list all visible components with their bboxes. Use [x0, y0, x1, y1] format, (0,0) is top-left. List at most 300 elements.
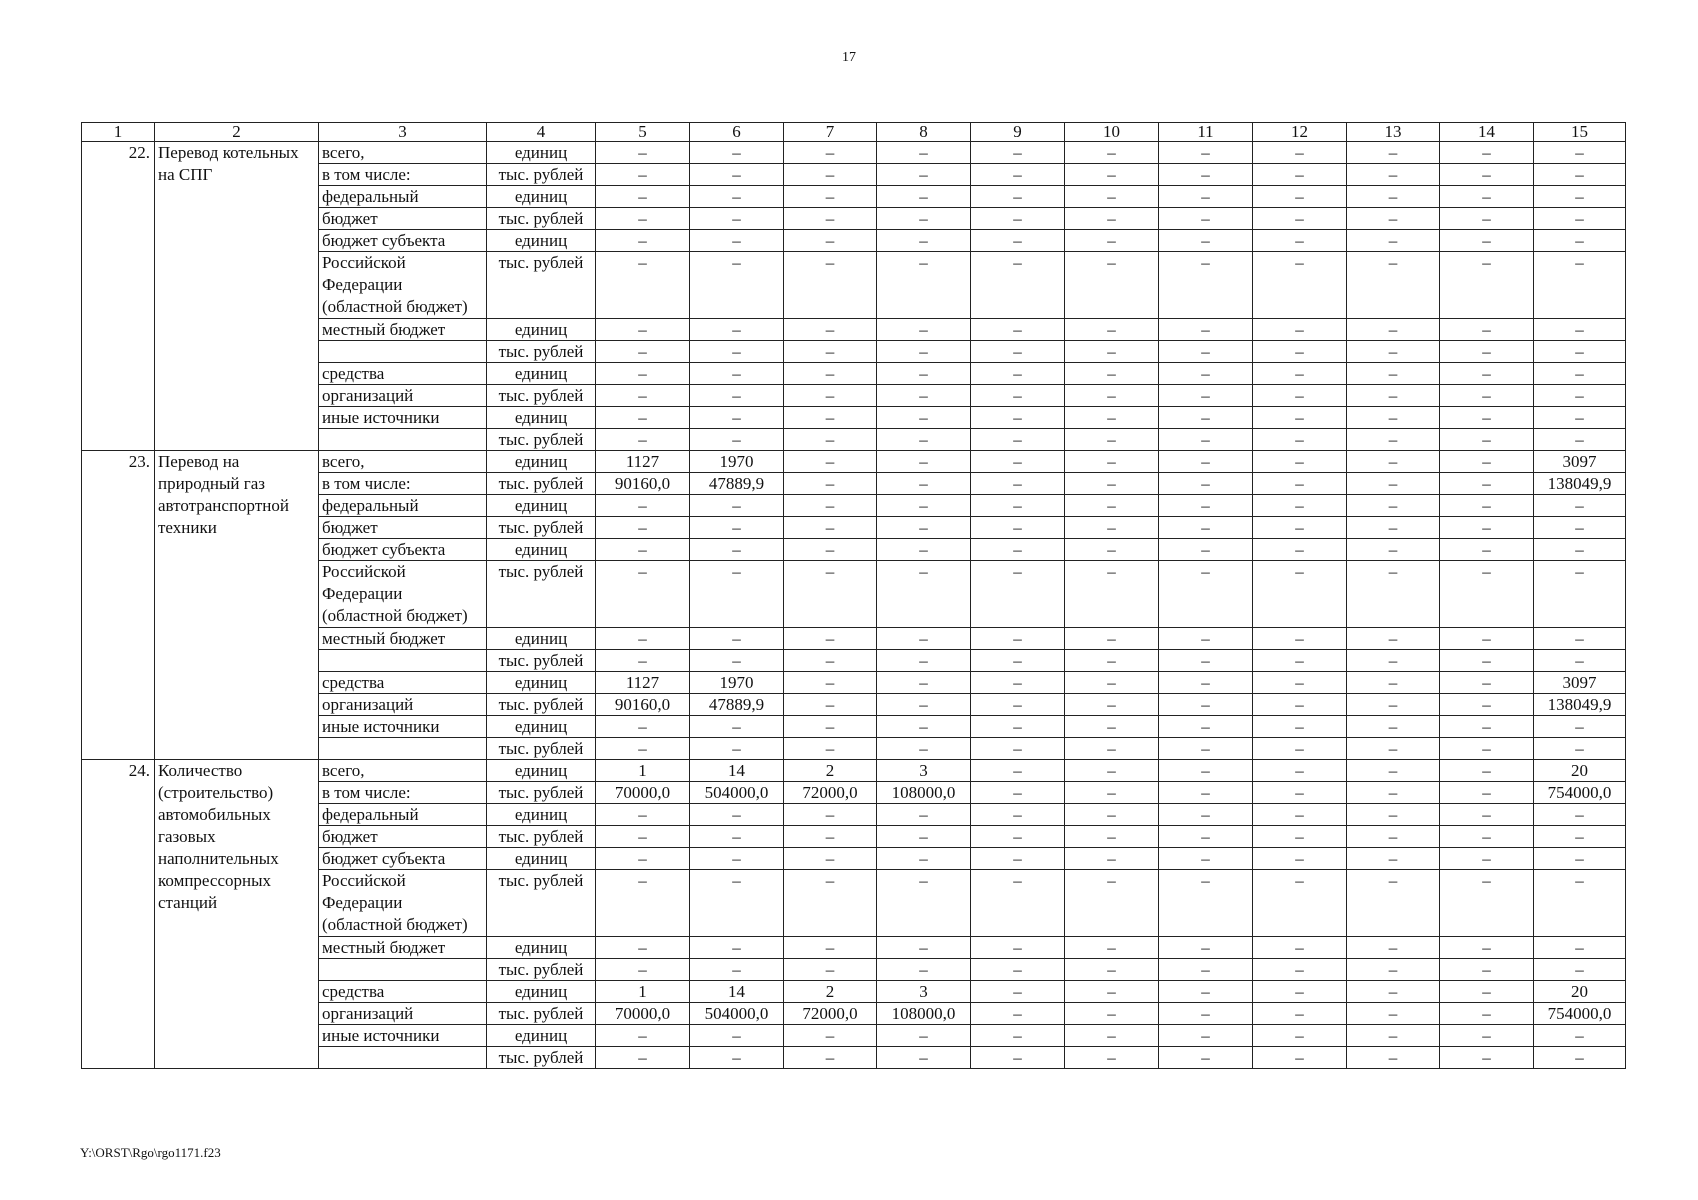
value-cell: –: [1253, 804, 1347, 826]
section-number: 22.: [82, 142, 155, 451]
value-cell: –: [1534, 937, 1626, 959]
value-cell: –: [877, 363, 971, 385]
value-cell: –: [784, 407, 877, 429]
value-cell: –: [971, 848, 1065, 870]
value-cell: –: [1347, 826, 1440, 848]
value-cell: –: [1253, 870, 1347, 937]
value-cell: –: [1440, 451, 1534, 473]
value-cell: –: [1065, 981, 1159, 1003]
value-cell: –: [971, 407, 1065, 429]
value-cell: –: [971, 804, 1065, 826]
value-cell: –: [784, 804, 877, 826]
funding-source: Российской Федерации (областной бюджет): [319, 252, 487, 319]
value-cell: –: [690, 870, 784, 937]
value-cell: –: [1534, 1047, 1626, 1069]
value-cell: –: [596, 208, 690, 230]
funding-source: бюджет: [319, 517, 487, 539]
value-cell: –: [971, 738, 1065, 760]
value-cell: –: [1253, 959, 1347, 981]
value-cell: –: [877, 738, 971, 760]
value-cell: –: [971, 826, 1065, 848]
value-cell: –: [1347, 650, 1440, 672]
value-cell: –: [1065, 738, 1159, 760]
value-cell: –: [1534, 142, 1626, 164]
value-cell: 1127: [596, 451, 690, 473]
value-cell: –: [784, 208, 877, 230]
value-cell: –: [690, 650, 784, 672]
value-cell: –: [1253, 981, 1347, 1003]
value-cell: –: [1347, 937, 1440, 959]
value-cell: –: [1347, 561, 1440, 628]
value-cell: –: [690, 230, 784, 252]
value-cell: –: [1159, 451, 1253, 473]
value-cell: –: [1253, 186, 1347, 208]
header-cell: 6: [690, 123, 784, 142]
value-cell: –: [1440, 539, 1534, 561]
value-cell: –: [877, 208, 971, 230]
program-table: [81, 122, 1626, 1069]
value-cell: –: [971, 385, 1065, 407]
value-cell: –: [690, 959, 784, 981]
value-cell: –: [1065, 186, 1159, 208]
value-cell: –: [1065, 319, 1159, 341]
value-cell: –: [784, 230, 877, 252]
value-cell: –: [1065, 650, 1159, 672]
funding-source: бюджет: [319, 208, 487, 230]
value-cell: –: [1065, 1047, 1159, 1069]
value-cell: –: [1253, 319, 1347, 341]
value-cell: –: [1347, 1003, 1440, 1025]
value-cell: –: [596, 1025, 690, 1047]
value-cell: –: [1534, 870, 1626, 937]
value-cell: –: [1253, 1047, 1347, 1069]
value-cell: –: [784, 429, 877, 451]
value-cell: –: [1065, 760, 1159, 782]
value-cell: –: [596, 561, 690, 628]
value-cell: 70000,0: [596, 782, 690, 804]
value-cell: –: [1159, 142, 1253, 164]
value-cell: –: [690, 363, 784, 385]
funding-source: организаций: [319, 1003, 487, 1025]
value-cell: –: [1253, 407, 1347, 429]
unit-cell: единиц: [487, 848, 596, 870]
value-cell: –: [690, 252, 784, 319]
value-cell: –: [596, 363, 690, 385]
unit-cell: единиц: [487, 142, 596, 164]
value-cell: –: [1159, 363, 1253, 385]
value-cell: –: [1065, 937, 1159, 959]
value-cell: –: [596, 870, 690, 937]
value-cell: –: [971, 208, 1065, 230]
value-cell: 3097: [1534, 672, 1626, 694]
value-cell: –: [690, 826, 784, 848]
value-cell: 504000,0: [690, 782, 784, 804]
value-cell: –: [1159, 848, 1253, 870]
funding-source: бюджет: [319, 826, 487, 848]
header-cell: 14: [1440, 123, 1534, 142]
funding-source: местный бюджет: [319, 319, 487, 341]
value-cell: –: [1534, 407, 1626, 429]
value-cell: 108000,0: [877, 782, 971, 804]
value-cell: –: [1159, 539, 1253, 561]
funding-source: местный бюджет: [319, 628, 487, 650]
value-cell: –: [877, 252, 971, 319]
funding-source: в том числе:: [319, 782, 487, 804]
value-cell: 2: [784, 981, 877, 1003]
value-cell: –: [1159, 981, 1253, 1003]
value-cell: –: [877, 826, 971, 848]
unit-cell: единиц: [487, 539, 596, 561]
value-cell: –: [877, 451, 971, 473]
value-cell: –: [971, 628, 1065, 650]
unit-cell: единиц: [487, 230, 596, 252]
section-title: Перевод котельных на СПГ: [155, 142, 319, 451]
value-cell: –: [1534, 429, 1626, 451]
value-cell: 47889,9: [690, 694, 784, 716]
value-cell: 1970: [690, 672, 784, 694]
header-cell: 7: [784, 123, 877, 142]
value-cell: 504000,0: [690, 1003, 784, 1025]
value-cell: –: [784, 495, 877, 517]
value-cell: –: [1159, 804, 1253, 826]
unit-cell: тыс. рублей: [487, 1003, 596, 1025]
value-cell: –: [596, 937, 690, 959]
value-cell: –: [1440, 716, 1534, 738]
value-cell: –: [1159, 650, 1253, 672]
value-cell: –: [1534, 208, 1626, 230]
value-cell: 1127: [596, 672, 690, 694]
value-cell: –: [1159, 561, 1253, 628]
value-cell: –: [596, 650, 690, 672]
value-cell: –: [1347, 1025, 1440, 1047]
funding-source: [319, 650, 487, 672]
value-cell: –: [1534, 561, 1626, 628]
value-cell: –: [1347, 981, 1440, 1003]
value-cell: –: [1347, 385, 1440, 407]
funding-source: иные источники: [319, 1025, 487, 1047]
value-cell: –: [1065, 782, 1159, 804]
value-cell: –: [877, 1047, 971, 1069]
value-cell: –: [1065, 517, 1159, 539]
value-cell: –: [1347, 407, 1440, 429]
value-cell: –: [1065, 628, 1159, 650]
value-cell: –: [690, 804, 784, 826]
value-cell: –: [971, 760, 1065, 782]
value-cell: –: [1440, 561, 1534, 628]
value-cell: –: [1347, 319, 1440, 341]
value-cell: –: [971, 1003, 1065, 1025]
value-cell: –: [690, 385, 784, 407]
value-cell: –: [1065, 385, 1159, 407]
value-cell: –: [971, 319, 1065, 341]
value-cell: 1: [596, 760, 690, 782]
value-cell: –: [1534, 164, 1626, 186]
value-cell: –: [1347, 760, 1440, 782]
value-cell: –: [1440, 385, 1534, 407]
value-cell: –: [1440, 252, 1534, 319]
value-cell: –: [1065, 561, 1159, 628]
value-cell: –: [1440, 804, 1534, 826]
section-title: Количество (строительство) автомобильных газовых наполнительных компрессорных станций: [155, 760, 319, 1069]
value-cell: –: [1440, 981, 1534, 1003]
value-cell: –: [690, 561, 784, 628]
value-cell: –: [1347, 186, 1440, 208]
funding-source: организаций: [319, 694, 487, 716]
value-cell: –: [877, 650, 971, 672]
value-cell: –: [784, 517, 877, 539]
value-cell: –: [690, 341, 784, 363]
value-cell: –: [1065, 407, 1159, 429]
value-cell: –: [1253, 230, 1347, 252]
value-cell: –: [877, 429, 971, 451]
header-cell: 3: [319, 123, 487, 142]
value-cell: –: [1534, 341, 1626, 363]
value-cell: –: [877, 1025, 971, 1047]
value-cell: –: [971, 186, 1065, 208]
value-cell: –: [1440, 826, 1534, 848]
funding-source: в том числе:: [319, 473, 487, 495]
value-cell: –: [971, 1047, 1065, 1069]
value-cell: 108000,0: [877, 1003, 971, 1025]
value-cell: –: [784, 1025, 877, 1047]
value-cell: –: [1440, 1003, 1534, 1025]
value-cell: –: [971, 473, 1065, 495]
unit-cell: тыс. рублей: [487, 826, 596, 848]
value-cell: –: [971, 429, 1065, 451]
funding-source: федеральный: [319, 804, 487, 826]
value-cell: –: [1347, 164, 1440, 186]
value-cell: –: [784, 937, 877, 959]
header-cell: 13: [1347, 123, 1440, 142]
value-cell: –: [1065, 230, 1159, 252]
value-cell: –: [784, 164, 877, 186]
value-cell: –: [877, 495, 971, 517]
funding-source: [319, 429, 487, 451]
unit-cell: тыс. рублей: [487, 870, 596, 937]
value-cell: –: [596, 804, 690, 826]
value-cell: –: [877, 164, 971, 186]
value-cell: –: [1159, 407, 1253, 429]
value-cell: –: [1347, 539, 1440, 561]
funding-source: в том числе:: [319, 164, 487, 186]
value-cell: –: [877, 319, 971, 341]
value-cell: –: [877, 870, 971, 937]
funding-source: средства: [319, 363, 487, 385]
funding-source: бюджет субъекта: [319, 848, 487, 870]
table-row: [82, 451, 1626, 473]
value-cell: –: [1065, 429, 1159, 451]
value-cell: –: [1440, 848, 1534, 870]
value-cell: –: [971, 959, 1065, 981]
unit-cell: тыс. рублей: [487, 517, 596, 539]
value-cell: –: [1159, 1047, 1253, 1069]
value-cell: –: [1534, 628, 1626, 650]
value-cell: –: [1534, 252, 1626, 319]
value-cell: –: [1440, 738, 1534, 760]
header-cell: 4: [487, 123, 596, 142]
value-cell: –: [1253, 1025, 1347, 1047]
value-cell: –: [1253, 164, 1347, 186]
value-cell: –: [971, 539, 1065, 561]
funding-source: иные источники: [319, 407, 487, 429]
value-cell: –: [1253, 716, 1347, 738]
value-cell: –: [596, 628, 690, 650]
value-cell: –: [877, 959, 971, 981]
unit-cell: тыс. рублей: [487, 164, 596, 186]
value-cell: 138049,9: [1534, 694, 1626, 716]
value-cell: –: [1534, 385, 1626, 407]
funding-source: бюджет субъекта: [319, 230, 487, 252]
value-cell: –: [596, 429, 690, 451]
value-cell: –: [690, 628, 784, 650]
value-cell: –: [1347, 1047, 1440, 1069]
value-cell: –: [971, 981, 1065, 1003]
value-cell: –: [1253, 628, 1347, 650]
value-cell: –: [1253, 341, 1347, 363]
value-cell: –: [1347, 341, 1440, 363]
header-cell: 15: [1534, 123, 1626, 142]
unit-cell: единиц: [487, 981, 596, 1003]
value-cell: 1970: [690, 451, 784, 473]
unit-cell: единиц: [487, 804, 596, 826]
value-cell: –: [1440, 650, 1534, 672]
value-cell: –: [690, 186, 784, 208]
value-cell: –: [971, 716, 1065, 738]
value-cell: –: [971, 561, 1065, 628]
value-cell: –: [1347, 517, 1440, 539]
value-cell: –: [1065, 539, 1159, 561]
value-cell: –: [596, 407, 690, 429]
value-cell: –: [1534, 495, 1626, 517]
value-cell: –: [596, 164, 690, 186]
value-cell: –: [690, 1047, 784, 1069]
value-cell: –: [1065, 495, 1159, 517]
value-cell: –: [690, 937, 784, 959]
value-cell: –: [1347, 208, 1440, 230]
value-cell: –: [784, 694, 877, 716]
value-cell: –: [596, 385, 690, 407]
value-cell: 14: [690, 981, 784, 1003]
value-cell: –: [1347, 782, 1440, 804]
value-cell: –: [1440, 142, 1534, 164]
value-cell: –: [1253, 672, 1347, 694]
value-cell: –: [784, 385, 877, 407]
value-cell: –: [971, 252, 1065, 319]
funding-source: местный бюджет: [319, 937, 487, 959]
value-cell: –: [877, 407, 971, 429]
value-cell: –: [1440, 164, 1534, 186]
value-cell: –: [1347, 628, 1440, 650]
value-cell: –: [784, 870, 877, 937]
value-cell: 20: [1534, 981, 1626, 1003]
value-cell: –: [877, 694, 971, 716]
value-cell: –: [971, 341, 1065, 363]
header-row: [82, 123, 1626, 142]
value-cell: –: [690, 1025, 784, 1047]
unit-cell: единиц: [487, 407, 596, 429]
header-cell: 12: [1253, 123, 1347, 142]
value-cell: –: [877, 517, 971, 539]
page-number: 17: [842, 50, 856, 65]
value-cell: –: [971, 870, 1065, 937]
value-cell: –: [1159, 495, 1253, 517]
value-cell: 72000,0: [784, 782, 877, 804]
value-cell: –: [784, 473, 877, 495]
value-cell: –: [784, 716, 877, 738]
unit-cell: тыс. рублей: [487, 738, 596, 760]
value-cell: –: [1440, 429, 1534, 451]
value-cell: –: [784, 319, 877, 341]
value-cell: –: [1534, 230, 1626, 252]
value-cell: –: [971, 164, 1065, 186]
unit-cell: единиц: [487, 495, 596, 517]
value-cell: 138049,9: [1534, 473, 1626, 495]
unit-cell: единиц: [487, 672, 596, 694]
value-cell: –: [1347, 959, 1440, 981]
value-cell: –: [1347, 451, 1440, 473]
funding-source: всего,: [319, 142, 487, 164]
unit-cell: тыс. рублей: [487, 1047, 596, 1069]
value-cell: –: [1253, 451, 1347, 473]
value-cell: –: [1534, 738, 1626, 760]
value-cell: –: [784, 826, 877, 848]
value-cell: –: [971, 650, 1065, 672]
section-number: 23.: [82, 451, 155, 760]
value-cell: –: [1253, 142, 1347, 164]
value-cell: 754000,0: [1534, 782, 1626, 804]
value-cell: –: [971, 363, 1065, 385]
value-cell: –: [1159, 208, 1253, 230]
value-cell: –: [1159, 252, 1253, 319]
value-cell: –: [1440, 407, 1534, 429]
value-cell: –: [1253, 848, 1347, 870]
unit-cell: тыс. рублей: [487, 341, 596, 363]
value-cell: –: [971, 495, 1065, 517]
value-cell: –: [1347, 716, 1440, 738]
unit-cell: единиц: [487, 760, 596, 782]
funding-source: [319, 341, 487, 363]
value-cell: –: [784, 650, 877, 672]
unit-cell: тыс. рублей: [487, 694, 596, 716]
value-cell: –: [1159, 319, 1253, 341]
value-cell: –: [1253, 738, 1347, 760]
value-cell: –: [1347, 252, 1440, 319]
value-cell: 2: [784, 760, 877, 782]
value-cell: –: [1253, 495, 1347, 517]
value-cell: –: [1534, 539, 1626, 561]
value-cell: –: [784, 1047, 877, 1069]
value-cell: –: [1065, 1025, 1159, 1047]
section-number: 24.: [82, 760, 155, 1069]
value-cell: –: [1065, 142, 1159, 164]
value-cell: –: [1065, 672, 1159, 694]
value-cell: –: [1253, 694, 1347, 716]
value-cell: –: [1253, 650, 1347, 672]
value-cell: –: [877, 561, 971, 628]
value-cell: –: [1253, 1003, 1347, 1025]
value-cell: –: [1440, 517, 1534, 539]
value-cell: –: [1159, 738, 1253, 760]
value-cell: –: [1253, 826, 1347, 848]
funding-source: всего,: [319, 451, 487, 473]
value-cell: –: [1065, 694, 1159, 716]
value-cell: –: [1440, 186, 1534, 208]
value-cell: –: [1159, 164, 1253, 186]
value-cell: –: [784, 738, 877, 760]
value-cell: –: [1534, 517, 1626, 539]
value-cell: –: [1534, 716, 1626, 738]
value-cell: –: [877, 937, 971, 959]
